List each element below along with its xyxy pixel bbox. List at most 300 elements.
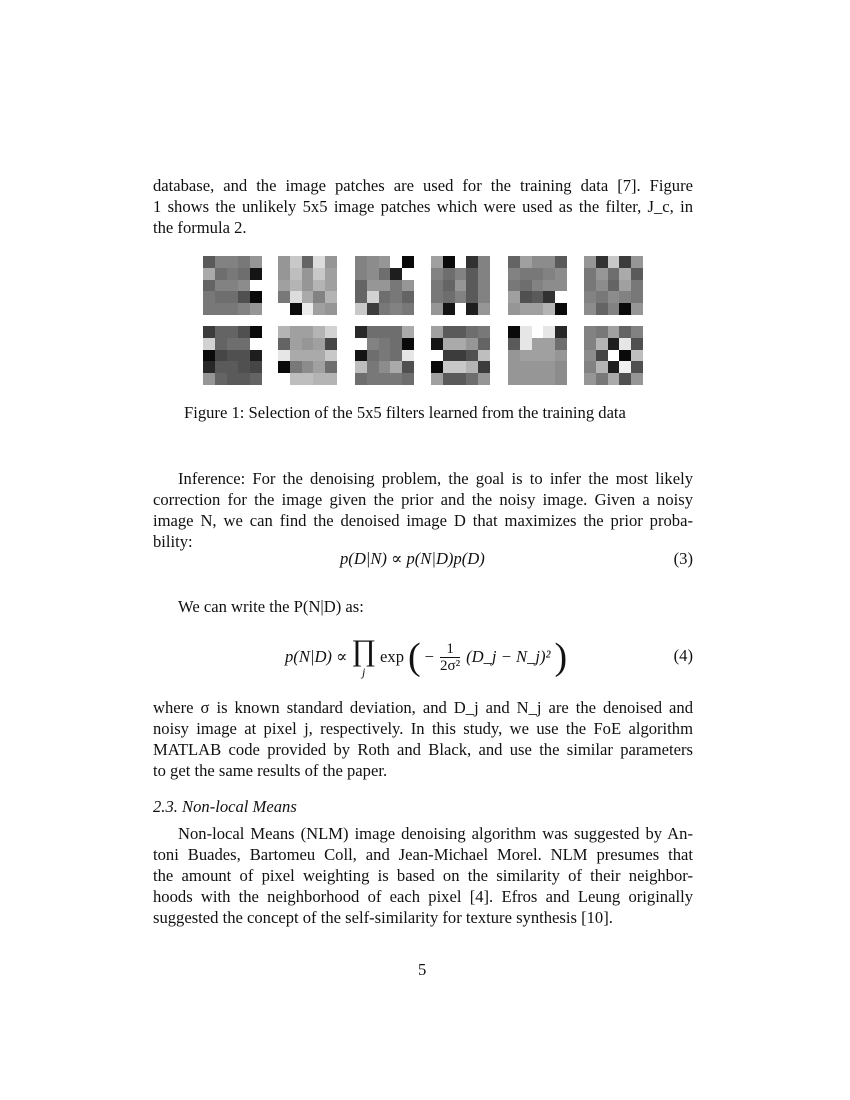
patch-pixel [379,361,391,373]
patch-pixel [313,361,325,373]
patch-pixel [478,280,490,292]
patch-pixel [290,280,302,292]
patch-pixel [532,361,544,373]
patch-pixel [532,291,544,303]
patch-pixel [290,268,302,280]
text-line: database, and the image patches are used for the training data [7]. Figure [153,176,693,195]
patch-pixel [455,350,467,362]
patch-pixel [390,291,402,303]
patch-pixel [596,256,608,268]
patch-pixel [555,256,567,268]
patch-pixel [313,268,325,280]
patch-pixel [478,338,490,350]
patch-pixel [543,280,555,292]
patch-pixel [619,361,631,373]
patch-pixel [302,303,314,315]
patch-pixel [608,303,620,315]
eq4-lhs: p(N|D) ∝ [285,647,348,666]
patch-pixel [543,373,555,385]
patch-pixel [215,303,227,315]
patch-pixel [238,268,250,280]
filter-patch [278,256,337,315]
patch-pixel [443,326,455,338]
patch-pixel [313,303,325,315]
patch-pixel [555,268,567,280]
patch-pixel [631,268,643,280]
patch-pixel [478,373,490,385]
patch-pixel [619,268,631,280]
patch-pixel [238,338,250,350]
patch-pixel [325,303,337,315]
patch-pixel [631,303,643,315]
patch-pixel [355,268,367,280]
patch-pixel [227,338,239,350]
patch-pixel [227,326,239,338]
text-line: to get the same results of the paper. [153,761,388,780]
patch-pixel [325,350,337,362]
patch-pixel [543,256,555,268]
patch-pixel [355,350,367,362]
patch-pixel [466,303,478,315]
text-line: suggested the concept of the self-similarity for texture synthesis [10]. [153,908,613,927]
patch-pixel [313,280,325,292]
patch-pixel [215,350,227,362]
patch-pixel [215,361,227,373]
patch-pixel [379,326,391,338]
patch-pixel [227,256,239,268]
patch-pixel [431,280,443,292]
patch-pixel [227,350,239,362]
patch-pixel [250,256,262,268]
patch-pixel [584,373,596,385]
patch-pixel [278,291,290,303]
patch-pixel [520,280,532,292]
patch-pixel [520,268,532,280]
text-line: Inference: For the denoising problem, the goal is to infer the most likely [178,469,693,488]
patch-pixel [302,268,314,280]
patch-pixel [520,373,532,385]
patch-pixel [584,361,596,373]
patch-pixel [478,350,490,362]
patch-pixel [443,338,455,350]
patch-pixel [508,326,520,338]
patch-pixel [619,256,631,268]
text-line: the formula 2. [153,218,247,237]
patch-pixel [619,350,631,362]
patch-pixel [290,350,302,362]
patch-pixel [466,373,478,385]
patch-pixel [596,280,608,292]
patch-pixel [443,350,455,362]
page-number: 5 [418,960,427,979]
text-line: noisy image at pixel j, respectively. In this study, we use the FoE algorithm [153,719,693,738]
patch-pixel [379,303,391,315]
patch-pixel [379,350,391,362]
patch-pixel [431,361,443,373]
patch-pixel [520,291,532,303]
patch-pixel [619,373,631,385]
patch-pixel [596,303,608,315]
patch-pixel [608,256,620,268]
patch-pixel [443,303,455,315]
patch-pixel [290,256,302,268]
patch-pixel [203,291,215,303]
patch-pixel [631,338,643,350]
patch-pixel [455,361,467,373]
patch-pixel [278,280,290,292]
equation-number-3: (3) [673,549,693,568]
patch-pixel [466,268,478,280]
patch-pixel [250,280,262,292]
patch-pixel [608,291,620,303]
patch-pixel [355,280,367,292]
patch-pixel [203,280,215,292]
patch-pixel [431,268,443,280]
patch-pixel [508,268,520,280]
patch-pixel [238,350,250,362]
filter-patch [278,326,337,385]
patch-pixel [325,373,337,385]
patch-pixel [508,350,520,362]
patch-pixel [478,303,490,315]
figure-caption: Figure 1: Selection of the 5x5 filters learned from the training data [184,403,626,422]
patch-pixel [431,256,443,268]
patch-pixel [215,256,227,268]
patch-pixel [238,280,250,292]
patch-pixel [278,268,290,280]
equation-number-4: (4) [673,646,693,665]
patch-pixel [203,303,215,315]
filter-patch [355,256,414,315]
patch-pixel [367,280,379,292]
patch-pixel [478,361,490,373]
patch-pixel [203,268,215,280]
patch-pixel [250,268,262,280]
patch-pixel [584,338,596,350]
patch-pixel [619,291,631,303]
filter-patch [203,256,262,315]
patch-pixel [250,326,262,338]
patch-pixel [302,373,314,385]
patch-pixel [555,350,567,362]
eq4-subscript: j [362,665,366,679]
patch-pixel [278,361,290,373]
patch-pixel [532,268,544,280]
patch-pixel [215,338,227,350]
patch-pixel [313,338,325,350]
patch-pixel [302,338,314,350]
patch-pixel [238,256,250,268]
patch-pixel [402,280,414,292]
patch-pixel [431,338,443,350]
patch-pixel [390,373,402,385]
patch-pixel [508,373,520,385]
product-symbol: ∏ [351,634,377,667]
patch-pixel [390,361,402,373]
patch-pixel [431,303,443,315]
patch-pixel [402,303,414,315]
patch-pixel [596,350,608,362]
patch-pixel [227,303,239,315]
patch-pixel [367,291,379,303]
patch-pixel [631,373,643,385]
patch-pixel [367,256,379,268]
patch-pixel [402,361,414,373]
patch-pixel [443,268,455,280]
patch-pixel [455,280,467,292]
patch-pixel [215,291,227,303]
filter-patch [203,326,262,385]
patch-pixel [532,280,544,292]
patch-pixel [532,326,544,338]
patch-pixel [431,373,443,385]
patch-pixel [508,291,520,303]
patch-pixel [555,338,567,350]
text-line: toni Buades, Bartomeu Coll, and Jean-Michael Morel. NLM presumes that [153,845,693,864]
patch-pixel [508,338,520,350]
eq4-numerator: 1 [440,641,460,658]
patch-pixel [402,338,414,350]
patch-pixel [355,373,367,385]
text-line: where σ is known standard deviation, and D_j and N_j are the denoised and [153,698,693,717]
patch-pixel [227,268,239,280]
patch-pixel [227,373,239,385]
patch-pixel [290,373,302,385]
patch-pixel [443,361,455,373]
text-line: the amount of pixel weighting is based on the similarity of their neighbor- [153,866,693,885]
patch-pixel [466,256,478,268]
patch-pixel [355,361,367,373]
filter-patch [508,326,567,385]
patch-pixel [584,326,596,338]
patch-pixel [520,326,532,338]
text-line: hoods with the neighborhood of each pixel [4]. Efros and Leung originally [153,887,693,906]
patch-pixel [543,350,555,362]
patch-pixel [596,373,608,385]
patch-pixel [532,373,544,385]
patch-pixel [608,373,620,385]
patch-pixel [250,350,262,362]
patch-pixel [443,256,455,268]
patch-pixel [325,268,337,280]
patch-pixel [250,303,262,315]
patch-pixel [203,361,215,373]
patch-pixel [596,361,608,373]
text-line: image N, we can find the denoised image D that maximizes the prior proba- [153,511,693,530]
patch-pixel [379,280,391,292]
patch-pixel [203,338,215,350]
patch-pixel [302,361,314,373]
patch-pixel [238,291,250,303]
patch-pixel [325,291,337,303]
patch-pixel [278,326,290,338]
patch-pixel [313,373,325,385]
eq4-exp: exp [380,647,405,666]
patch-pixel [543,291,555,303]
patch-pixel [520,361,532,373]
patch-pixel [619,280,631,292]
patch-pixel [584,303,596,315]
text-line: MATLAB code provided by Roth and Black, and use the similar parameters [153,740,693,759]
patch-pixel [478,256,490,268]
patch-pixel [278,256,290,268]
filter-patch [431,326,490,385]
patch-pixel [379,338,391,350]
patch-pixel [455,338,467,350]
patch-pixel [367,338,379,350]
patch-pixel [596,291,608,303]
patch-pixel [238,373,250,385]
patch-pixel [631,326,643,338]
patch-pixel [203,256,215,268]
patch-pixel [608,361,620,373]
patch-pixel [325,361,337,373]
patch-pixel [402,373,414,385]
text-line: bility: [153,532,193,551]
patch-pixel [390,268,402,280]
patch-pixel [215,280,227,292]
patch-pixel [238,326,250,338]
section-heading: 2.3. Non-local Means [153,797,297,816]
patch-pixel [455,268,467,280]
patch-pixel [325,338,337,350]
patch-pixel [631,350,643,362]
patch-pixel [278,338,290,350]
patch-pixel [619,338,631,350]
patch-pixel [203,326,215,338]
patch-pixel [290,291,302,303]
patch-pixel [584,280,596,292]
patch-pixel [355,291,367,303]
patch-pixel [325,256,337,268]
patch-pixel [203,373,215,385]
patch-pixel [508,361,520,373]
patch-pixel [250,291,262,303]
patch-pixel [443,373,455,385]
patch-pixel [278,373,290,385]
patch-pixel [466,280,478,292]
patch-pixel [227,280,239,292]
patch-pixel [290,338,302,350]
patch-pixel [313,350,325,362]
patch-pixel [555,326,567,338]
patch-pixel [608,350,620,362]
patch-pixel [203,350,215,362]
patch-pixel [227,361,239,373]
patch-pixel [313,326,325,338]
patch-pixel [355,338,367,350]
patch-pixel [390,350,402,362]
text-line: Non-local Means (NLM) image denoising algorithm was suggested by An- [178,824,693,843]
filter-patch [431,256,490,315]
patch-pixel [390,280,402,292]
patch-pixel [390,338,402,350]
text-line: We can write the P(N|D) as: [178,597,364,616]
patch-pixel [250,373,262,385]
patch-pixel [443,280,455,292]
patch-pixel [508,256,520,268]
patch-pixel [443,291,455,303]
patch-pixel [313,291,325,303]
patch-pixel [543,361,555,373]
equation-4: p(N|D) ∝ ∏ j exp ( − $\frac{1}{\text{2σ²}}$ (D_j − N_j)² ) [285,634,568,679]
patch-pixel [355,326,367,338]
patch-pixel [431,326,443,338]
patch-pixel [313,256,325,268]
patch-pixel [508,303,520,315]
filter-patch [584,256,643,315]
patch-pixel [532,338,544,350]
patch-pixel [520,338,532,350]
patch-pixel [431,291,443,303]
patch-pixel [520,350,532,362]
eq4-body: (D_j − N_j)² [466,647,551,666]
patch-pixel [631,361,643,373]
patch-pixel [596,326,608,338]
patch-pixel [455,303,467,315]
patch-pixel [555,361,567,373]
patch-pixel [215,326,227,338]
patch-pixel [290,326,302,338]
patch-pixel [619,326,631,338]
patch-pixel [278,350,290,362]
patch-pixel [390,303,402,315]
patch-pixel [532,350,544,362]
patch-pixel [466,326,478,338]
patch-pixel [631,280,643,292]
patch-pixel [355,303,367,315]
patch-pixel [555,291,567,303]
patch-pixel [608,268,620,280]
eq4-denominator: 2σ² [440,657,461,674]
patch-pixel [379,291,391,303]
patch-pixel [584,268,596,280]
patch-pixel [631,256,643,268]
patch-pixel [478,326,490,338]
patch-pixel [278,303,290,315]
patch-pixel [302,280,314,292]
text-line: 1 shows the unlikely 5x5 image patches which were used as the filter, J_c, in [153,197,693,216]
patch-pixel [431,350,443,362]
patch-pixel [596,338,608,350]
patch-pixel [367,361,379,373]
filter-patch [584,326,643,385]
patch-pixel [478,268,490,280]
patch-pixel [555,373,567,385]
patch-pixel [631,291,643,303]
patch-pixel [302,350,314,362]
patch-pixel [608,326,620,338]
patch-pixel [466,291,478,303]
patch-pixel [532,256,544,268]
patch-pixel [302,291,314,303]
patch-pixel [302,256,314,268]
patch-pixel [478,291,490,303]
patch-pixel [238,361,250,373]
patch-pixel [290,303,302,315]
patch-pixel [379,373,391,385]
text-line: correction for the image given the prior and the noisy image. Given a noisy [153,490,693,509]
patch-pixel [455,291,467,303]
patch-pixel [543,338,555,350]
patch-pixel [250,338,262,350]
patch-pixel [520,303,532,315]
patch-pixel [215,373,227,385]
patch-pixel [390,256,402,268]
patch-pixel [238,303,250,315]
patch-pixel [402,326,414,338]
patch-pixel [543,303,555,315]
